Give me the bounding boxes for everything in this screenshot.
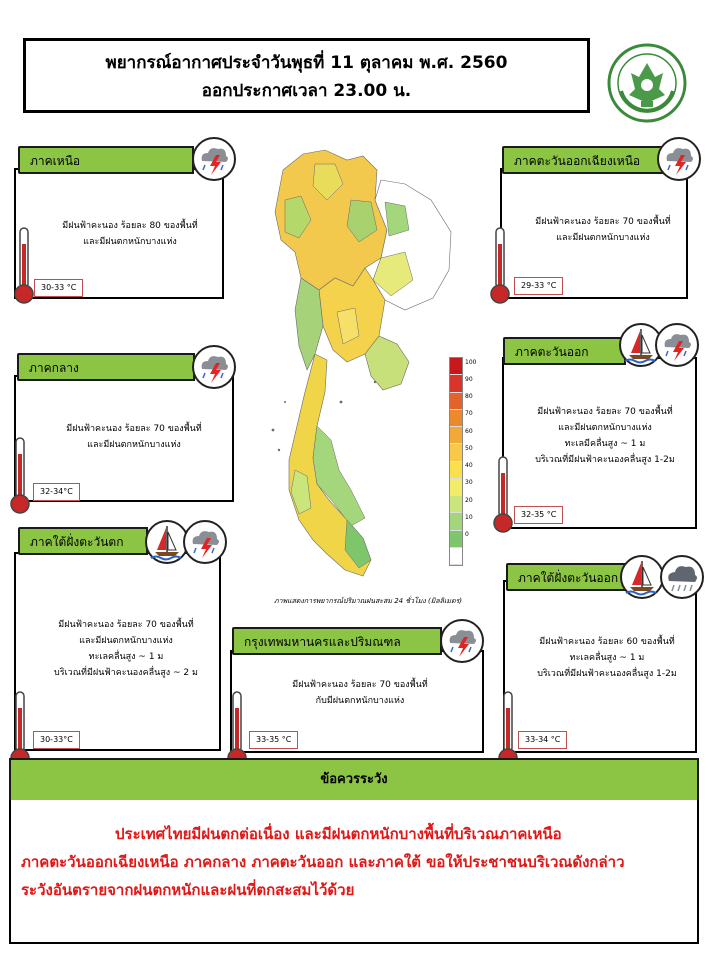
temperature-bangkok: 33-35 °C (249, 731, 298, 749)
legend-tick-label: 50 (465, 444, 473, 452)
legend-swatch (450, 548, 462, 565)
temperature-north: 30-33 °C (34, 279, 83, 297)
boat-wave-icon (620, 555, 664, 599)
thunderstorm-icon (657, 137, 701, 181)
region-text-north: มีฝนฟ้าคะนอง ร้อยละ 80 ของพื้นที่ และมีฝนตกหนักบางแห่ง (62, 221, 198, 247)
warning-line-3: ระวังอันตรายจากฝนตกหนักและฝนที่ตกสะสมไว้ด้วย (21, 881, 355, 899)
legend-swatch (450, 462, 462, 479)
tmd-logo (607, 43, 687, 123)
temperature-east: 32-35 °C (514, 506, 563, 524)
thunderstorm-icon (655, 323, 699, 367)
warning-header: ข้อควรระวัง (9, 758, 699, 802)
legend-tick-label: 80 (465, 393, 473, 401)
warning-body (9, 800, 699, 944)
warning-line-2: ภาคตะวันออกเฉียงเหนือ ภาคกลาง ภาคตะวันออก และภาคใต้ ขอให้ประชาชนบริเวณดังกล่าว (21, 853, 625, 871)
region-text-south-west: มีฝนฟ้าคะนอง ร้อยละ 70 ของพื้นที่ และมีฝนตกหนักบางแห่ง ทะเลคลื่นสูง ~ 1 ม บริเวณที่มีฝนฟ้าคะนองคลื่นสูง ~ 2 ม (54, 620, 198, 678)
issue-time: ออกประกาศเวลา 23.00 น. (201, 81, 412, 101)
legend-tick-label: 60 (465, 427, 473, 435)
region-header-northeast: ภาคตะวันออกเฉียงเหนือ (502, 146, 672, 174)
thermometer-icon (13, 226, 35, 306)
region-text-bangkok: มีฝนฟ้าคะนอง ร้อยละ 70 ของพื้นที่ กับมีฝนตกหนักบางแห่ง (292, 680, 428, 706)
temperature-south-east: 33-34 °C (518, 731, 567, 749)
legend-tick-label: 20 (465, 496, 473, 504)
region-text-northeast: มีฝนฟ้าคะนอง ร้อยละ 70 ของพื้นที่ และมีฝนตกหนักบางแห่ง (535, 217, 671, 243)
legend-color-bar (449, 357, 463, 566)
region-header-bangkok: กรุงเทพมหานครและปริมณฑล (232, 627, 442, 655)
temperature-northeast: 29-33 °C (514, 277, 563, 295)
legend-swatch (450, 513, 462, 530)
legend-swatch (450, 427, 462, 444)
thunderstorm-icon (183, 520, 227, 564)
legend-swatch (450, 393, 462, 410)
legend-tick-label: 30 (465, 479, 473, 487)
thunderstorm-icon (192, 137, 236, 181)
region-header-south-west: ภาคใต้ฝั่งตะวันตก (18, 527, 148, 555)
region-header-east: ภาคตะวันออก (503, 337, 626, 365)
thunderstorm-icon (192, 345, 236, 389)
legend-tick-label: 0 (465, 531, 469, 539)
legend-swatch (450, 358, 462, 375)
region-header-central: ภาคกลาง (17, 353, 195, 381)
warning-line-1: ประเทศไทยมีฝนตกต่อเนื่อง และมีฝนตกหนักบางพื้นที่บริเวณภาคเหนือ (115, 825, 562, 843)
legend-swatch (450, 410, 462, 427)
thermometer-icon (489, 226, 511, 306)
thermometer-icon (492, 455, 514, 535)
region-text-east: มีฝนฟ้าคะนอง ร้อยละ 70 ของพื้นที่ และมีฝนตกหนักบางแห่ง ทะเลมีคลื่นสูง ~ 1 ม บริเวณที่มีฝนฟ้าคะนองคลื่นสูง 1-2ม (535, 407, 675, 465)
thunderstorm-icon (440, 619, 484, 663)
legend-ticks (465, 357, 489, 572)
legend-tick-label: 100 (465, 358, 477, 366)
region-text-south-east: มีฝนฟ้าคะนอง ร้อยละ 60 ของพื้นที่ ทะเลคลื่นสูง ~ 1 ม บริเวณที่มีฝนฟ้าคะนองคลื่นสูง 1-2ม (537, 637, 677, 679)
temperature-central: 32-34°C (33, 483, 80, 501)
legend-swatch (450, 479, 462, 496)
legend-tick-label: 70 (465, 410, 473, 418)
map-caption: ภาพแสดงการพยากรณ์ปริมาณฝนสะสม 24 ชั่วโมง (มิลลิเมตร) (273, 597, 463, 605)
legend-tick-label: 40 (465, 462, 473, 470)
legend-tick-label: 10 (465, 513, 473, 521)
region-header-south-east: ภาคใต้ฝั่งตะวันออก (506, 563, 630, 591)
rainfall-legend (449, 357, 489, 572)
legend-tick-label: 90 (465, 375, 473, 383)
legend-swatch (450, 496, 462, 513)
legend-swatch (450, 531, 462, 548)
rain-cloud-icon (660, 555, 704, 599)
rainfall-forecast-map (255, 140, 455, 600)
legend-swatch (450, 444, 462, 461)
temperature-south-west: 30-33°C (33, 731, 80, 749)
region-text-central: มีฝนฟ้าคะนอง ร้อยละ 70 ของพื้นที่ และมีฝนตกหนักบางแห่ง (66, 424, 202, 450)
forecast-title: พยากรณ์อากาศประจำวันพุธที่ 11 ตุลาคม พ.ศ. 2560 (105, 53, 508, 73)
forecast-title-box (23, 38, 590, 113)
region-header-north: ภาคเหนือ (18, 146, 194, 174)
legend-swatch (450, 375, 462, 392)
thermometer-icon (9, 436, 31, 516)
